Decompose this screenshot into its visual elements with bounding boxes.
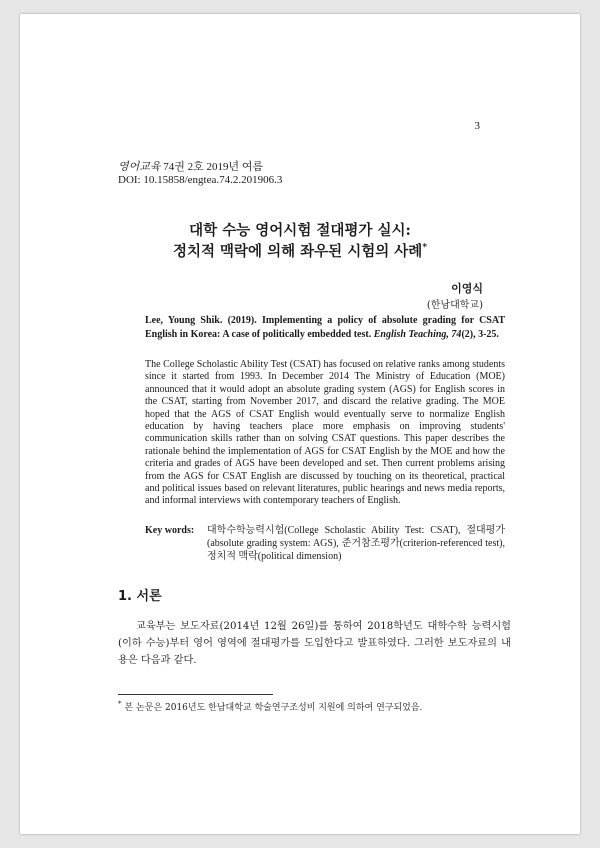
title-line-2-text: 정치적 맥락에 의해 좌우된 시험의 사례 (172, 243, 423, 260)
title-line-2 (20, 240, 580, 261)
citation-pages: (2), 3-25. (461, 328, 499, 340)
footnote (118, 700, 422, 713)
keywords-label: Key words: (145, 525, 195, 536)
footnote-divider (118, 694, 273, 695)
footnote-text: 본 논문은 2016년도 한남대학교 학술연구조성비 지원에 의하여 연구되었음. (124, 703, 423, 713)
title-footnote-marker: * (422, 243, 428, 254)
abstract-citation (145, 314, 505, 341)
journal-issue: 74권 2호 2019년 여름 (163, 161, 264, 173)
intro-paragraph: 교육부는 보도자료(2014년 12월 26일)를 통하여 2018학년도 대학수학 능력시험(이하 수능)부터 영어 영역에 절대평가를 도입한다고 발표하였다. 그러한 보도자료의 내용은 다음과 같다. (118, 621, 511, 666)
title-line-1: 대학 수능 영어시험 절대평가 실시: (189, 222, 411, 239)
page-number: 3 (474, 120, 480, 132)
journal-info (118, 158, 263, 174)
keywords (145, 524, 505, 563)
doi: DOI: 10.15858/engtea.74.2.201906.3 (118, 174, 283, 186)
footnote-marker: * (118, 700, 122, 708)
author-affiliation: (한남대학교) (426, 300, 483, 311)
citation-journal: English Teaching, 74 (373, 328, 462, 340)
section-heading: 1. 서론 (118, 589, 162, 604)
citation-authors: Lee, Young Shik. (2019). Implementing a policy of absolute grading for CSAT English in Korea: A case of politically embedded test. (145, 315, 505, 340)
keywords-text: 대학수학능력시험(College Scholastic Ability Test: CSAT), 절대평가(absolute grading system: AGS), 준거참조평가(criterion-referenced test), 정치적 맥락(political dimension) (207, 525, 505, 562)
journal-name: 영어교육 (118, 161, 161, 173)
abstract-body: The College Scholastic Ability Test (CSAT) has focused on relative ranks among students since it started from 1993. In December 2014 The Ministry of Education (MOE) announced that it would adopt an absolute grading system (AGS) for English scores in the CSAT, starting from November 2017, and discard the relative grading. The MOE hoped that the AGS of CSAT English would eventually serve to normalize English education by having teachers place more emphasis on improving students' communication skills rather than on solving CSAT questions. This paper describes the rationale behind the implementation of AGS for CSAT English by the MOE and how the criteria and grades of AGS have been developed and set. Then current problems arising from the AGS for CSAT English are discussed by touching on its theoretical, practical and political issues based on relevant literatures, public hearings and news media reports, and informal interviews with contemporary teachers of English. (145, 359, 505, 507)
author-name: 이영식 (451, 282, 483, 295)
document-page (20, 14, 580, 834)
